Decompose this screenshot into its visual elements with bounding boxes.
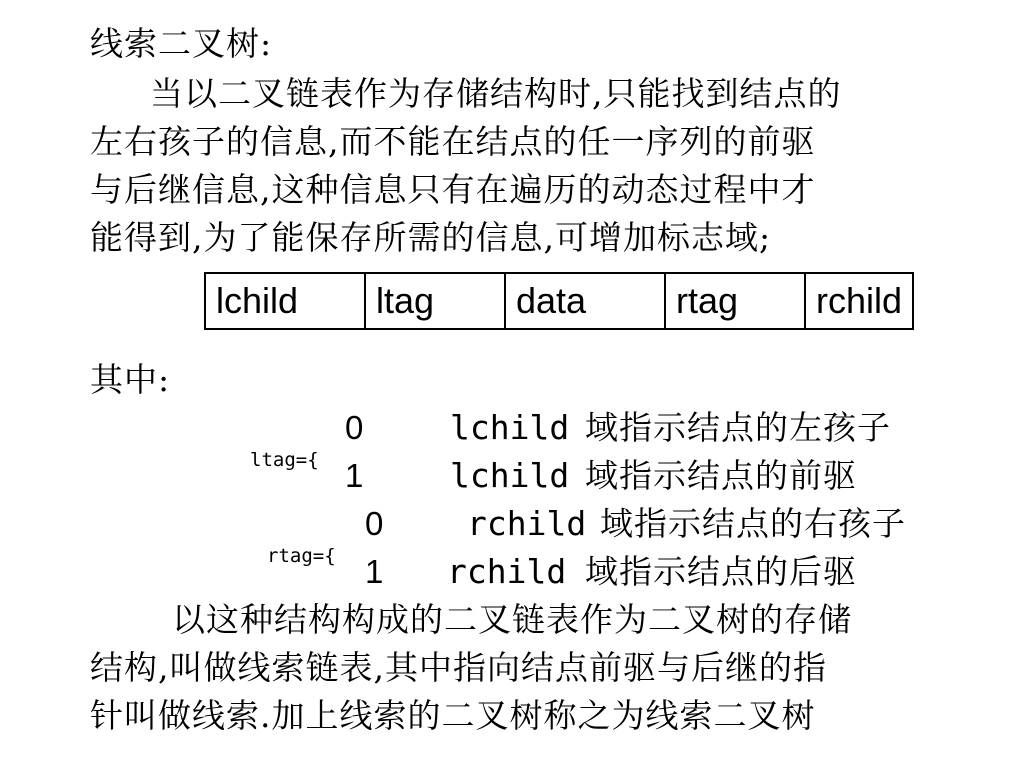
paragraph-1-line-2: 左右孩子的信息,而不能在结点的任一序列的前驱: [90, 122, 816, 161]
rtag-value-1: 1: [365, 553, 384, 590]
heading: 线索二叉树:: [90, 24, 273, 63]
field-rtag: rtag: [665, 273, 805, 329]
rtag-description-1: 域指示结点的后驱: [585, 552, 857, 591]
paragraph-2-line-3: 针叫做线索.加上线索的二叉树称之为线索二叉树: [90, 696, 816, 735]
ltag-label: ltag={: [250, 449, 319, 471]
ltag-value-1: 1: [345, 457, 364, 494]
rtag-label: rtag={: [267, 545, 336, 567]
rtag-description-0: 域指示结点的右孩子: [600, 504, 906, 543]
rtag-field-0: rchild: [467, 504, 587, 543]
paragraph-1-line-1: 当以二叉链表作为存储结构时,只能找到结点的: [150, 74, 842, 113]
paragraph-1-line-3: 与后继信息,这种信息只有在遍历的动态过程中才: [90, 170, 816, 209]
ltag-field-0: lchild: [450, 408, 570, 447]
field-rchild: rchild: [805, 273, 913, 329]
table-row: [205, 273, 913, 329]
field-lchild: lchild: [205, 273, 365, 329]
ltag-description-0: 域指示结点的左孩子: [585, 408, 891, 447]
rtag-value-0: 0: [365, 505, 384, 542]
paragraph-2-line-2: 结构,叫做线索链表,其中指向结点前驱与后继的指: [90, 648, 827, 687]
ltag-description-1: 域指示结点的前驱: [585, 456, 857, 495]
paragraph-1-line-4: 能得到,为了能保存所需的信息,可增加标志域;: [90, 218, 772, 257]
ltag-field-1: lchild: [450, 456, 570, 495]
field-data: data: [505, 273, 665, 329]
field-ltag: ltag: [365, 273, 505, 329]
ltag-value-0: 0: [345, 409, 364, 446]
node-structure-table: [204, 272, 914, 330]
paragraph-2-line-1: 以这种结构构成的二叉链表作为二叉树的存储: [172, 600, 852, 639]
where-label: 其中:: [90, 360, 171, 399]
rtag-field-1: rchild: [447, 552, 567, 591]
